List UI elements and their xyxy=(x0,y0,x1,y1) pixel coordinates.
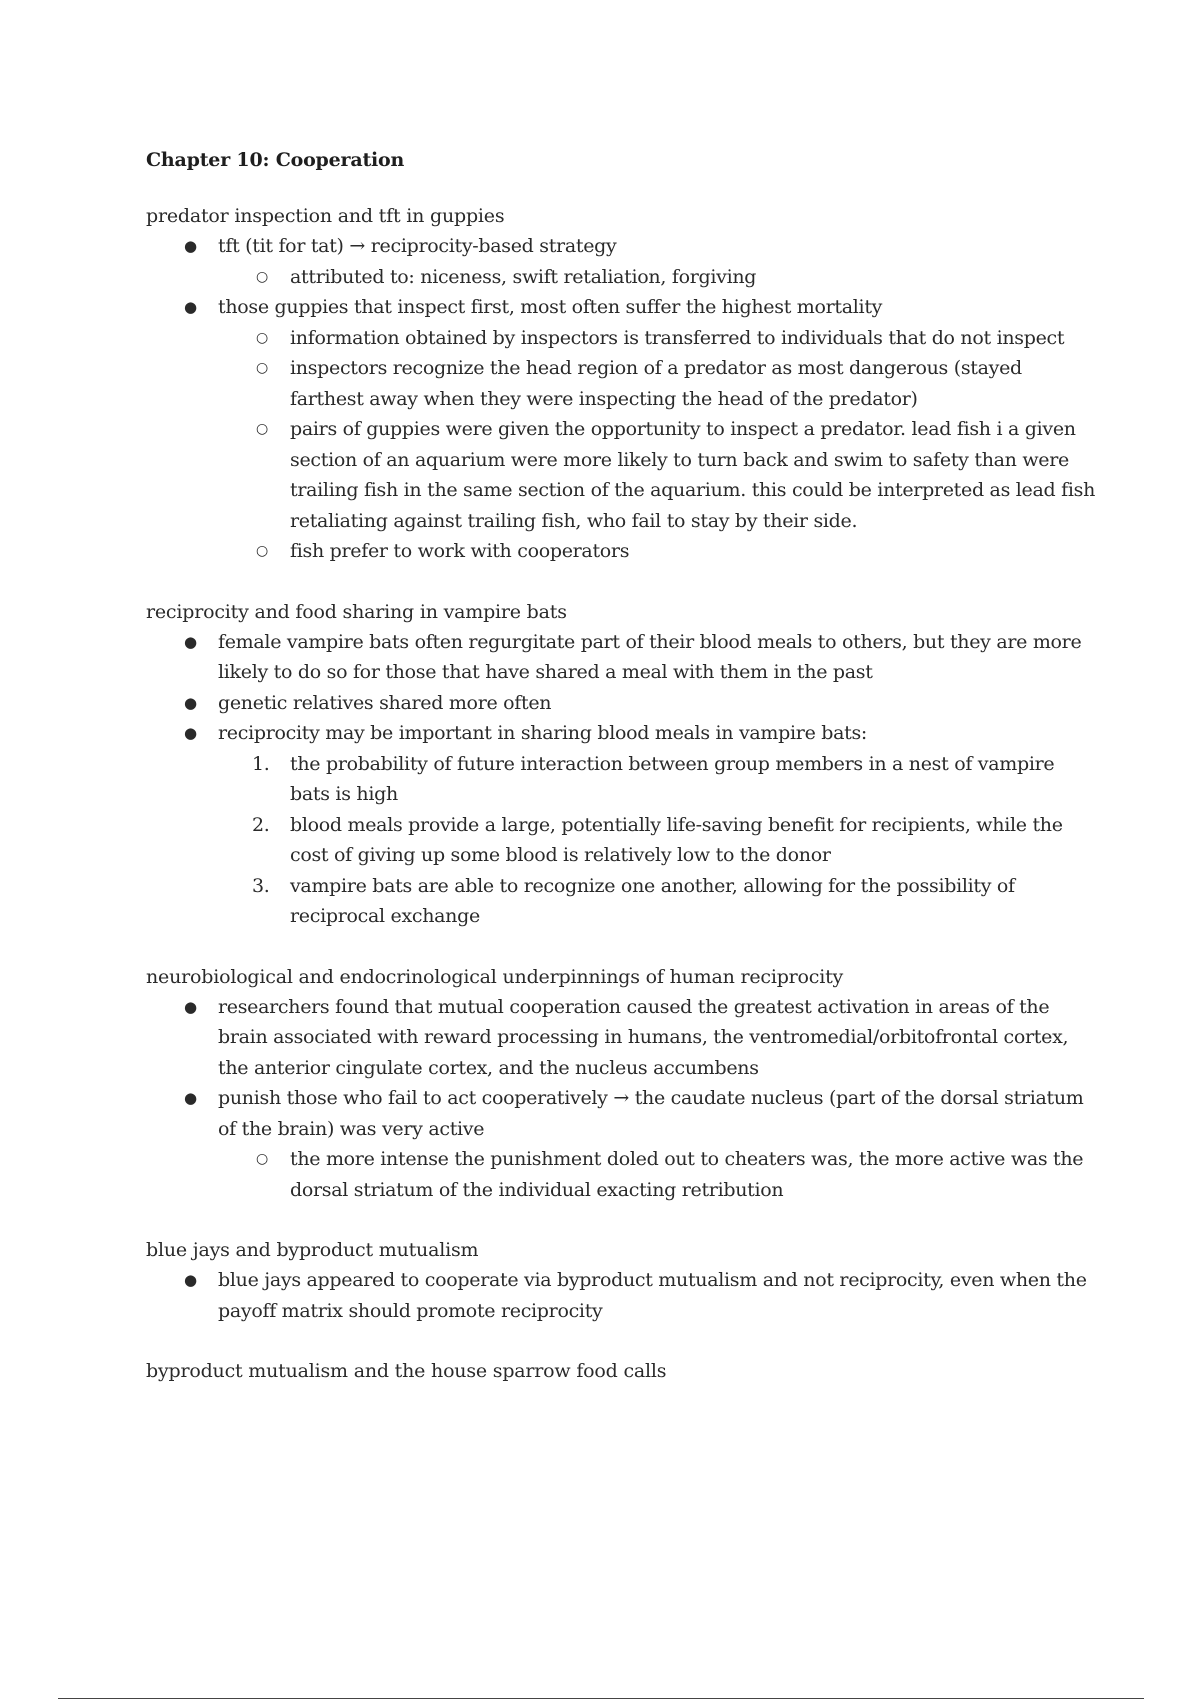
numbered-list-item xyxy=(252,810,1096,871)
page-title: Chapter 10: Cooperation xyxy=(146,149,405,171)
list-item xyxy=(184,992,1096,1084)
numbered-list-item-text: vampire bats are able to recognize one another, allowing for the possibility of reciprocal exchange xyxy=(290,874,1015,927)
list-item xyxy=(184,1083,1096,1205)
list-item xyxy=(184,292,1096,567)
section-guppies xyxy=(146,201,1096,567)
bullet-icon: ● xyxy=(184,693,197,712)
sub-list-item-text: inspectors recognize the head region of a predator as most dangerous (stayed farthest away when they were inspecting the head of the predator) xyxy=(290,357,1022,410)
numbered-list-item xyxy=(252,749,1096,810)
numbered-list-item-text: blood meals provide a large, potentially life-saving benefit for recipients, while the cost of giving up some blood is relatively low to the donor xyxy=(290,813,1063,866)
sub-list-item-text: pairs of guppies were given the opportunity to inspect a predator. lead fish i a given section of an aquarium were more likely to turn back and swim to safety than were trailing fish in the same section of the aquarium. this could be interpreted as lead fish retaliating against trailing fish, who fail to stay by their side. xyxy=(290,418,1096,532)
list-item-text: reciprocity may be important in sharing blood meals in vampire bats: xyxy=(218,722,868,744)
section-blue-jays xyxy=(146,1235,1096,1326)
document-page xyxy=(146,146,1096,1416)
list-item-text: researchers found that mutual cooperation caused the greatest activation in areas of the brain associated with reward processing in humans, the ventromedial/orbitofrontal cortex, the anterior cingulate cortex, and the nucleus accumbens xyxy=(218,995,1069,1079)
sub-bullet-list xyxy=(218,323,1096,567)
bullet-list xyxy=(146,992,1096,1206)
section-house-sparrow xyxy=(146,1356,1096,1386)
bullet-icon: ● xyxy=(184,997,197,1016)
sub-list-item-text: fish prefer to work with cooperators xyxy=(290,540,630,562)
sub-bullet-icon: ○ xyxy=(256,268,268,285)
section-vampire-bats xyxy=(146,597,1096,932)
numbered-list-item-text: the probability of future interaction between group members in a nest of vampire bats is high xyxy=(290,752,1055,805)
sub-list-item xyxy=(256,1144,1096,1205)
sub-bullet-list xyxy=(218,1144,1096,1205)
section-heading: byproduct mutualism and the house sparrow food calls xyxy=(146,1360,667,1382)
bullet-list xyxy=(146,231,1096,567)
list-item-text: female vampire bats often regurgitate part of their blood meals to others, but they are more likely to do so for those that have shared a meal with them in the past xyxy=(218,630,1082,683)
sub-bullet-icon: ○ xyxy=(256,329,268,346)
sub-bullet-icon: ○ xyxy=(256,360,268,376)
numbered-list xyxy=(218,749,1096,932)
bullet-icon: ● xyxy=(184,632,197,651)
sub-list-item-text: information obtained by inspectors is transferred to individuals that do not inspect xyxy=(290,326,1065,349)
list-item xyxy=(184,718,1096,932)
page-bottom-rule xyxy=(58,1698,1144,1699)
sub-list-item-text: attributed to: niceness, swift retaliation, forgiving xyxy=(290,265,757,288)
list-item xyxy=(184,627,1096,688)
sub-bullet-list xyxy=(218,262,1096,293)
list-item xyxy=(184,1265,1096,1326)
sub-list-item xyxy=(256,536,1096,567)
section-heading: neurobiological and endocrinological underpinnings of human reciprocity xyxy=(146,965,844,988)
list-item xyxy=(184,688,1096,719)
list-number: 3. xyxy=(252,874,270,897)
list-item-text: tft (tit for tat) → reciprocity-based strategy xyxy=(218,235,617,257)
sub-bullet-icon: ○ xyxy=(256,1151,268,1167)
bullet-icon: ● xyxy=(184,237,197,255)
bullet-icon: ● xyxy=(184,1089,197,1107)
section-heading: reciprocity and food sharing in vampire bats xyxy=(146,600,567,623)
section-human-reciprocity xyxy=(146,962,1096,1206)
list-item-text: punish those who fail to act cooperatively → the caudate nucleus (part of the dorsal striatum of the brain) was very active xyxy=(218,1087,1084,1140)
list-number: 2. xyxy=(252,813,270,836)
bullet-icon: ● xyxy=(184,298,197,316)
list-item-text: blue jays appeared to cooperate via byproduct mutualism and not reciprocity, even when the payoff matrix should promote reciprocity xyxy=(218,1269,1087,1322)
sub-list-item xyxy=(256,414,1096,536)
sub-list-item xyxy=(256,353,1096,414)
bullet-icon: ● xyxy=(184,724,197,742)
list-item-text: those guppies that inspect first, most often suffer the highest mortality xyxy=(218,296,883,318)
sub-list-item xyxy=(256,323,1096,354)
sub-list-item-text: the more intense the punishment doled out to cheaters was, the more active was the dorsal striatum of the individual exacting retribution xyxy=(290,1148,1084,1201)
bullet-list xyxy=(146,1265,1096,1326)
sub-list-item xyxy=(256,262,1096,293)
bullet-icon: ● xyxy=(184,1271,197,1289)
numbered-list-item xyxy=(252,871,1096,932)
list-number: 1. xyxy=(252,752,270,775)
section-heading: blue jays and byproduct mutualism xyxy=(146,1239,479,1261)
sub-bullet-icon: ○ xyxy=(256,543,268,559)
list-item xyxy=(184,231,1096,292)
sub-bullet-icon: ○ xyxy=(256,421,268,437)
section-heading: predator inspection and tft in guppies xyxy=(146,205,505,227)
list-item-text: genetic relatives shared more often xyxy=(218,691,552,714)
bullet-list xyxy=(146,627,1096,932)
